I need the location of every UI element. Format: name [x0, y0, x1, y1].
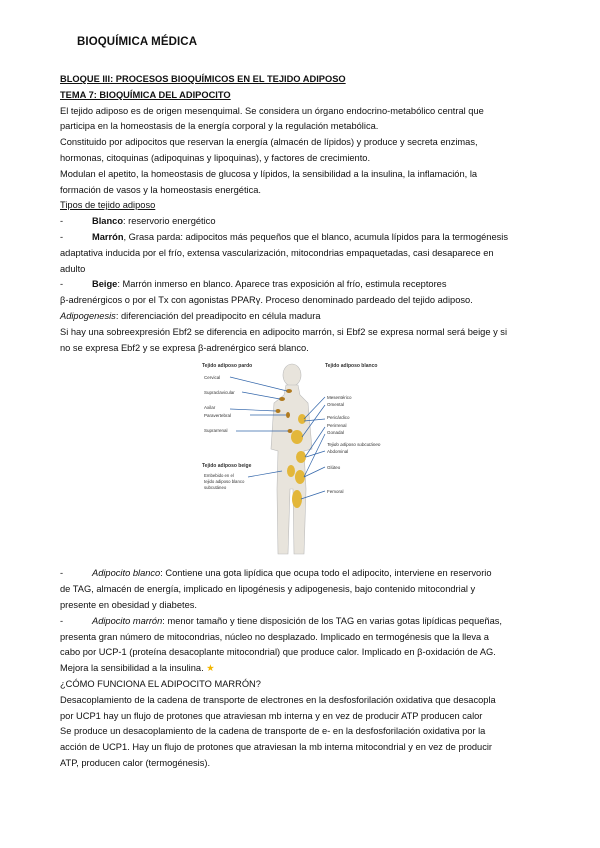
document-body [60, 72, 550, 772]
beige-note: Embebido en el [204, 473, 234, 479]
type-white: - Blanco: reservorio energético [60, 216, 216, 227]
adipose-body-diagram [200, 359, 400, 559]
figure-label: Cervical [204, 375, 221, 381]
figure-label: Perirrenal [327, 423, 347, 429]
beige-note: subcutáneo [204, 485, 227, 491]
intro-paragraph [60, 104, 550, 199]
figure-label: Tejido adiposo subcutáneo [327, 442, 381, 448]
figure-label: Glúteo [327, 465, 341, 471]
figure-label: Pericárdico [327, 415, 350, 421]
ebf2-line: no se expresa Ebf2 y se expresa β-adrenérgico será blanco. [60, 342, 309, 353]
brown-adipocyte-term: Adipocito marrón [92, 615, 163, 626]
brown-fat-title: Tejido adiposo pardo [202, 363, 253, 370]
brown-adipocyte-item: - Adipocito marrón: menor tamaño y tiene disposición de los TAG en varias gotas lipídicas pequeñas, presenta gran número de mitocondrias, núcleo no desplazado. Implicado en termogénesis que la lleva a cabo por UCP-1 (proteína desacoplante mitocondrial) que produce calor. Implicado en β-oxidación de AG. Mejora la sensibilidad a la insulina. ★ [60, 615, 502, 674]
type-beige-term: Beige [92, 279, 118, 290]
body-silhouette [271, 364, 312, 554]
beige-note: tejido adiposo blanco [204, 479, 245, 485]
figure-label: Paravertebral [204, 413, 232, 419]
white-adipocyte-item: - Adipocito blanco: Contiene una gota lipídica que ocupa todo el adipocito, interviene en reservorio de TAG, almacén de energía, implicado en lipogénesis y adipogenesis, bajo contenido mitocondrial y presente en obesidad y diabetes. [60, 568, 492, 610]
type-brown-term: Marrón [92, 231, 124, 242]
adipogenesis-term: Adipogenesis [60, 310, 116, 321]
question-heading: ¿CÓMO FUNCIONA EL ADIPOCITO MARRÓN? [60, 678, 261, 689]
intro-line: Modulan el apetito, la homeostasis de glucosa y lípidos, la sensibilidad a la insulina, la inflamación, la [60, 168, 478, 179]
figure-label: Mesentérico [327, 395, 352, 401]
figure-label: Gonadal [327, 430, 345, 436]
figure-label: Omental [327, 402, 345, 408]
intro-line: Constituido por adipocitos que reservan la energía (almacén de lípidos) y produce y secreta enzimas, [60, 137, 478, 148]
type-white-term: Blanco [92, 216, 123, 227]
figure-label: Axilar [204, 405, 216, 411]
types-heading: Tipos de tejido adiposo [60, 200, 156, 211]
ebf2-line: Si hay una sobreexpresión Ebf2 se diferencia en adipocito marrón, si Ebf2 se expresa normal será beige y si [60, 326, 508, 337]
answer-paragraph: Desacoplamiento de la cadena de transporte de electrones en la desfosforilación oxidativa que desacopla por UCP1 hay un flujo de protones que atraviesan mb interna y en vez de producir ATP producen calor Se produce un desacoplamiento de la cadena de transporte de e- en la desfosforilación oxidativa por la acción de UCP1. Hay un flujo de protones que atraviesan la mb interna mitocondrial y en vez de producir ATP, producen calor (termogénesis). [60, 694, 496, 768]
white-fat-title: Tejido adiposo blanco [325, 363, 378, 370]
adipose-distribution-figure [60, 359, 550, 561]
topic-title: TEMA 7: BIOQUÍMICA DEL ADIPOCITO [60, 89, 231, 100]
star-icon: ★ [206, 663, 215, 674]
white-adipocyte-term: Adipocito blanco [92, 568, 161, 579]
block-title: BLOQUE III: PROCESOS BIOQUÍMICOS EN EL TEJIDO ADIPOSO [60, 74, 346, 84]
beige-fat-title: Tejido adiposo beige [202, 463, 252, 470]
type-beige: - Beige: Marrón inmerso en blanco. Aparece tras exposición al frío, estimula receptores β-adrenérgicos o por el Tx con agonistas PPARγ. Proceso denominado pardeado del tejido adiposo. [60, 279, 473, 306]
intro-line: formación de vasos y la homeostasis energética. [60, 184, 262, 195]
intro-line: El tejido adiposo es de origen mesenquimal. Se considera un órgano endocrino-metabólico central que [60, 105, 484, 116]
intro-line: hormonas, citoquinas (adipoquinas y lipoquinas), y factores de crecimiento. [60, 152, 371, 163]
figure-label: Supraclavicular [204, 390, 235, 396]
figure-label: Suprarrenal [204, 428, 228, 434]
intro-line: participa en la homeostasis de la energía corporal y la regulación metabólica. [60, 121, 379, 132]
adipogenesis-line: Adipogenesis: diferenciación del preadipocito en célula madura [60, 310, 321, 321]
figure-label: Femoral [327, 489, 344, 495]
type-brown: - Marrón, Grasa parda: adipocitos más pequeños que el blanco, acumula lípidos para la termogénesis adaptativa inducida por el frío, extensa vascularización, mitocondrias empaquetadas, casi desaparece en adulto [60, 231, 509, 274]
figure-label: Abdominal [327, 449, 349, 455]
document-header: BIOQUÍMICA MÉDICA [77, 36, 198, 48]
